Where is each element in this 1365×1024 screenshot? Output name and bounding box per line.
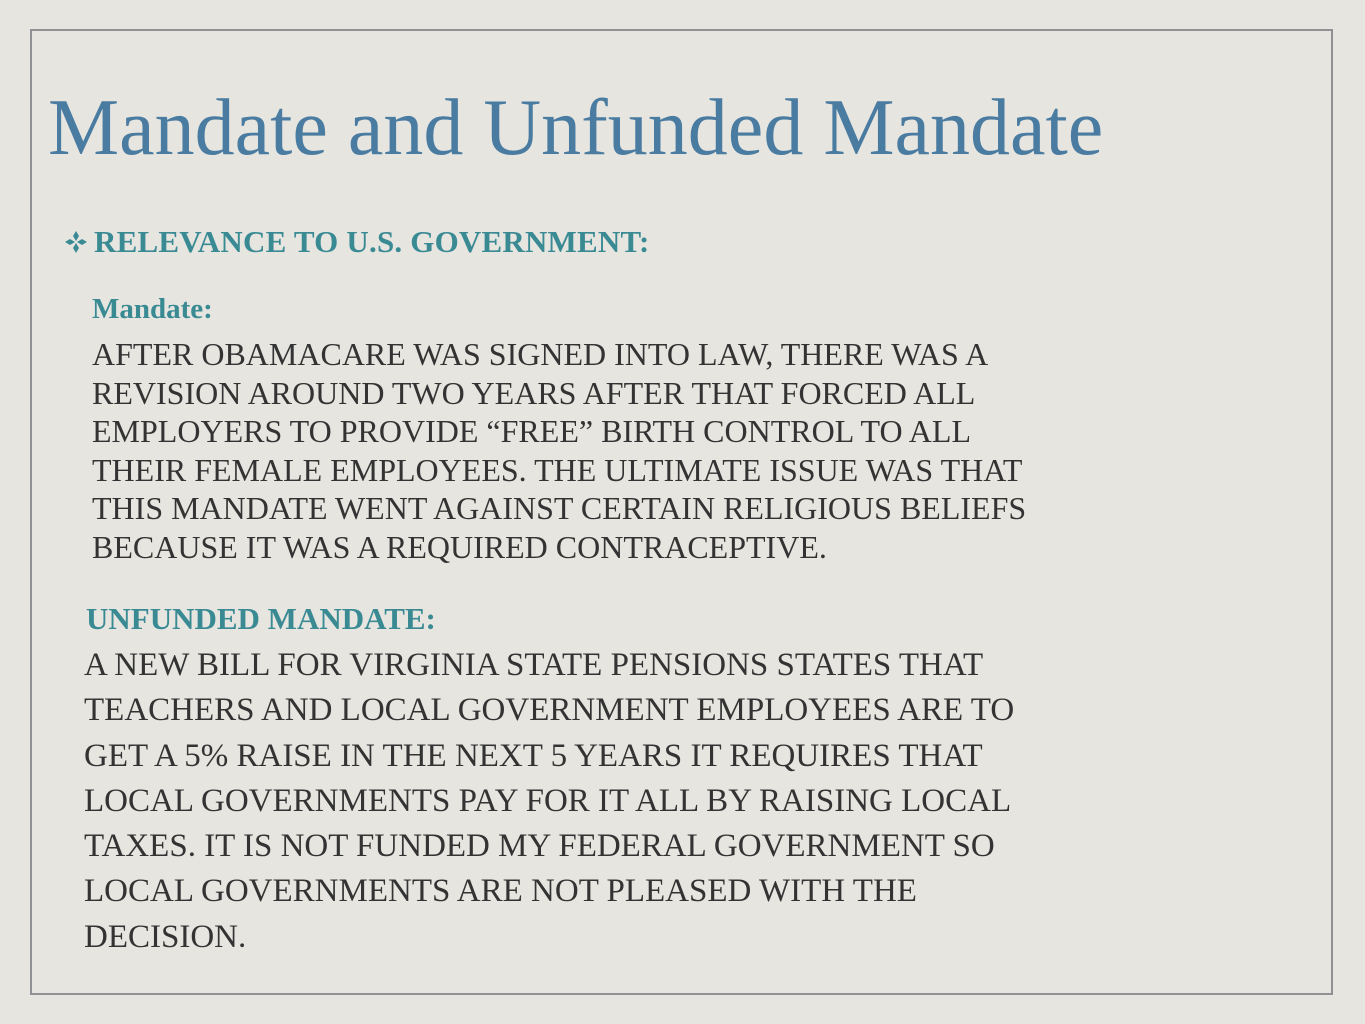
mandate-line: AFTER OBAMACARE WAS SIGNED INTO LAW, THERE WAS A <box>92 336 989 372</box>
mandate-line: REVISION AROUND TWO YEARS AFTER THAT FORCED ALL <box>92 374 976 411</box>
unfunded-line: TAXES. IT IS NOT FUNDED MY FEDERAL GOVERNMENT SO <box>84 828 995 865</box>
unfunded-mandate-body <box>84 643 1014 960</box>
unfunded-line: DECISION. <box>84 918 247 955</box>
slide-title: Mandate and Unfunded Mandate <box>48 84 1104 172</box>
mandate-line: EMPLOYERS TO PROVIDE “FREE” BIRTH CONTROL TO ALL <box>92 413 971 449</box>
unfunded-line: TEACHERS AND LOCAL GOVERNMENT EMPLOYEES ARE TO <box>84 692 1015 729</box>
section-heading: RELEVANCE TO U.S. GOVERNMENT: <box>94 224 650 259</box>
unfunded-line: GET A 5% RAISE IN THE NEXT 5 YEARS IT REQUIRES THAT <box>84 737 983 774</box>
mandate-label: Mandate: <box>92 293 213 325</box>
mandate-line: THIS MANDATE WENT AGAINST CERTAIN RELIGIOUS BELIEFS <box>92 490 1027 526</box>
unfunded-line: LOCAL GOVERNMENTS PAY FOR IT ALL BY RAISING LOCAL <box>84 782 1012 819</box>
unfunded-line: LOCAL GOVERNMENTS ARE NOT PLEASED WITH THE <box>84 873 917 910</box>
unfunded-line: A NEW BILL FOR VIRGINIA STATE PENSIONS STATES THAT <box>84 647 984 683</box>
mandate-line: THEIR FEMALE EMPLOYEES. THE ULTIMATE ISSUE WAS THAT <box>92 451 1023 488</box>
mandate-line: BECAUSE IT WAS A REQUIRED CONTRACEPTIVE. <box>92 528 827 565</box>
section-heading-row <box>64 222 650 262</box>
diamond-bullet-icon <box>64 230 88 254</box>
mandate-body <box>92 335 1026 566</box>
unfunded-mandate-label: UNFUNDED MANDATE: <box>86 601 436 636</box>
